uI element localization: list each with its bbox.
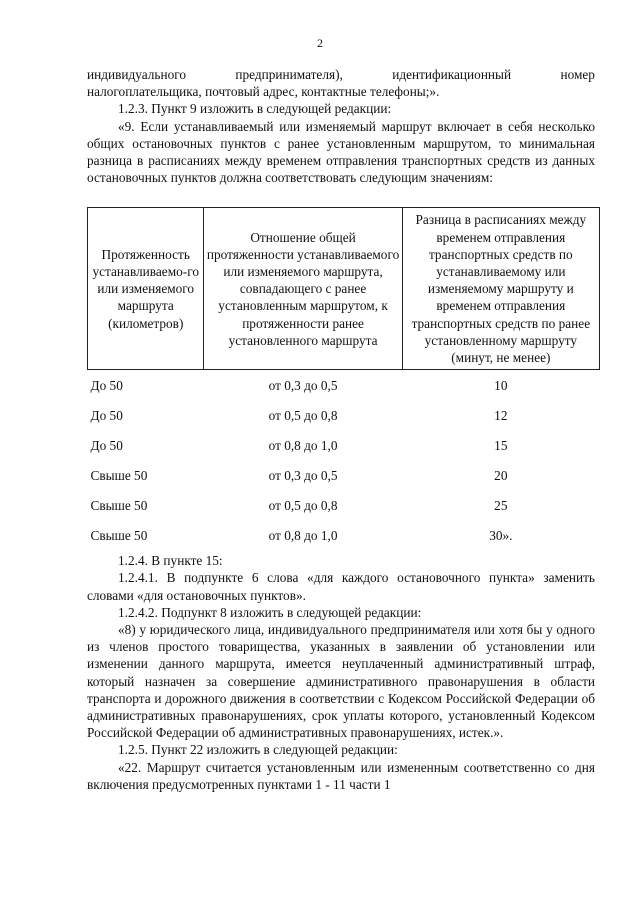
document-body [87,66,595,793]
cell-length: Свыше 50 [90,527,148,543]
cell-ratio: от 0,5 до 0,8 [268,497,338,513]
header-route-length: Протяженность устанавливаемо-го или изменяемого маршрута (километров) [88,208,204,370]
intro-word: предпринимателя), [235,67,343,82]
cell-ratio: от 0,8 до 1,0 [268,527,338,543]
cell-length: До 50 [90,377,123,393]
section-1-2-5-quote: «22. Маршрут считается установленным или измененным соответственно со дня включения предусмотренных пунктами 1 - 11 части 1 [87,759,595,792]
section-1-2-4-2-heading: 1.2.4.2. Подпункт 8 изложить в следующей редакции: [118,604,422,620]
intro-word: индивидуального [87,67,186,82]
section-1-2-5-heading: 1.2.5. Пункт 22 изложить в следующей редакции: [118,742,398,758]
table-row [88,430,600,460]
cell-ratio: от 0,8 до 1,0 [268,437,338,453]
cell-ratio: от 0,3 до 0,5 [268,377,338,393]
cell-minutes: 15 [494,437,508,453]
table-row [88,460,600,490]
intro-line-1 [87,66,595,83]
cell-minutes: 20 [494,467,508,483]
header-overlap-ratio: Отношение общей протяженности устанавливаемого или изменяемого маршрута, совпадающего с ранее установленным маршрутом, к протяженности ранее установленного маршрута [204,208,402,370]
table-row [88,520,600,550]
intro-line-2: налогоплательщика, почтовый адрес, контактные телефоны;». [87,84,440,100]
section-1-2-4-heading: 1.2.4. В пункте 15: [118,553,223,569]
cell-length: До 50 [90,437,123,453]
table-row [88,490,600,520]
schedule-difference-table [87,207,600,550]
cell-ratio: от 0,5 до 0,8 [268,407,338,423]
intro-word: идентификационный [392,67,512,82]
table-row [88,370,600,401]
cell-length: До 50 [90,407,123,423]
intro-word: номер [560,67,595,82]
cell-minutes: 12 [494,407,508,423]
section-1-2-3-heading: 1.2.3. Пункт 9 изложить в следующей редакции: [118,101,392,117]
cell-minutes: 30». [489,527,513,543]
table-row [88,400,600,430]
cell-length: Свыше 50 [90,497,148,513]
cell-length: Свыше 50 [90,467,148,483]
header-schedule-difference: Разница в расписаниях между временем отправления транспортных средств по устанавливаемому или изменяемому маршруту и временем отправления транспортных средств по ранее установленному маршруту (минут, не менее) [402,208,599,370]
section-1-2-4-2-quote: «8) у юридического лица, индивидуального предпринимателя или хотя бы у одного из членов простого товарищества, указанных в заявлении об установлении или изменении данного маршрута, имеется неуплаченный административный штраф, который назначен за совершение административного правонарушения в области транспорта и дорожного движения в соответствии с Кодексом Российской Федерации об административных правонарушениях, срок уплаты которого, установленный Кодексом Российской Федерации об административных правонарушениях, истек.». [87,622,595,741]
section-1-2-4-1-text: 1.2.4.1. В подпункте 6 слова «для каждого остановочного пункта» заменить словами «для остановочных пунктов». [87,570,595,603]
cell-ratio: от 0,3 до 0,5 [268,467,338,483]
page-number: 2 [317,36,323,50]
section-1-2-3-quote: «9. Если устанавливаемый или изменяемый маршрут включает в себя несколько общих остановочных пунктов с ранее установленным маршрутом, то минимальная разница в расписаниях между временем отправления транспортных средств из данных остановочных пунктов должна соответствовать следующим значениям: [87,118,595,186]
cell-minutes: 25 [494,497,508,513]
cell-minutes: 10 [494,377,508,393]
table-header-row [88,208,600,370]
